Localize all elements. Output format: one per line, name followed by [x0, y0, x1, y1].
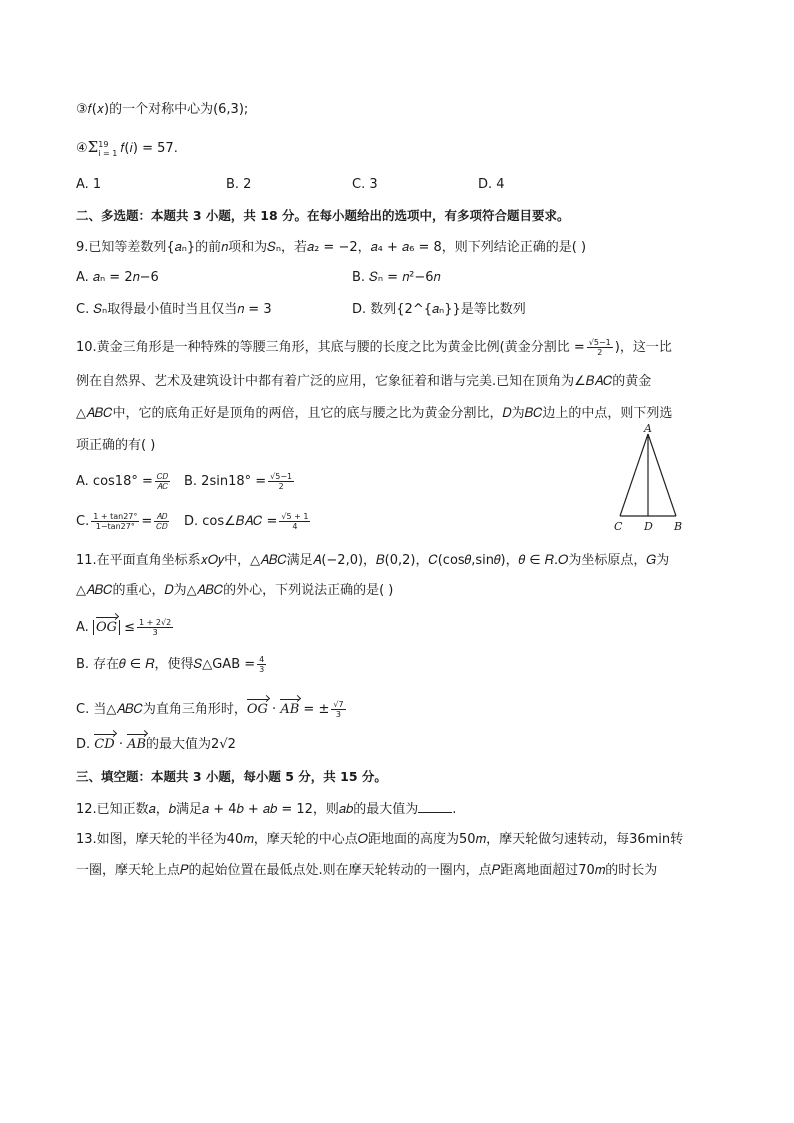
q11-option-a: A. 𝑂𝐺 ≤ $\frac{1 + 2√2}{3}$ — [76, 618, 172, 637]
statement-4: ④Σ 19 i = 1 𝑓(𝑖) = 57. — [76, 138, 178, 158]
q12-stem: 12.已知正数𝑎，𝑏满足𝑎 + 4𝑏 + 𝑎𝑏 = 12，则𝑎𝑏的最大值为 . — [76, 802, 457, 817]
q10-option-a: A. cos18° = $\frac{\text{𝐶𝐷}}{\text{𝐴𝐶}}$ — [76, 472, 169, 491]
side-ac — [620, 434, 648, 516]
q11-option-d: D. 𝐶𝐷 · 𝐴𝐵的最大值为2√2 — [76, 735, 236, 755]
vertex-label-a: A — [644, 422, 652, 435]
q11-stem-line-2: △𝐴𝐵𝐶的重心，𝐷为△𝐴𝐵𝐶的外心，下列说法正确的是( ) — [76, 583, 394, 598]
q9-option-a: A. 𝑎ₙ = 2𝑛−6 — [76, 270, 159, 285]
q13-stem-line-1: 13.如图，摩天轮的半径为40𝑚，摩天轮的中心点𝑂距地面的高度为50𝑚，摩天轮做匀速转动，每36min转 — [76, 832, 684, 847]
section-2-heading: 二、多选题：本题共 3 小题，共 18 分。在每小题给出的选项中，有多项符合题目要求。 — [76, 208, 570, 223]
q9-stem: 9.已知等差数列{𝑎ₙ}的前𝑛项和为𝑆ₙ，若𝑎₂ = −2，𝑎₄ + 𝑎₆ = 8，则下列结论正确的是( ) — [76, 240, 587, 255]
q9-option-d: D. 数列{2^{𝑎ₙ}}是等比数列 — [352, 302, 526, 317]
q10-stem-line-4: 项正确的有( ) — [76, 438, 156, 453]
q10-option-d: D. cos∠𝐵𝐴𝐶 = $\frac{√5 + 1}{4}$ — [184, 512, 309, 531]
q13-stem-line-2: 一圈，摩天轮上点𝑃的起始位置在最低点处.则在摩天轮转动的一圈内，点𝑃距离地面超过70𝑚的时长为 — [76, 863, 658, 878]
q10-option-b: B. 2sin18° = $\frac{√5-1}{2}$ — [184, 472, 293, 491]
q10-option-c: C. $\frac{1 + \tan 27^\circ}{1-\tan 27^\circ}$ = $\frac{\text{𝐴𝐷}}{\text{𝐶𝐷}}$ — [76, 512, 168, 531]
golden-triangle-figure — [608, 422, 698, 534]
q8-option-a: A. 1 — [76, 177, 102, 192]
q8-option-c: C. 3 — [352, 177, 378, 192]
q10-stem-line-2: 例在自然界、艺术及建筑设计中都有着广泛的应用，它象征着和谐与完美.已知在顶角为∠𝐵𝐴𝐶的黄金 — [76, 374, 652, 389]
q11-stem-line-1: 11.在平面直角坐标系𝑥𝑂𝑦中，△𝐴𝐵𝐶满足𝐴(−2,0)，𝐵(0,2)，𝐶(cos𝜃,sin𝜃)，𝜃 ∈ 𝑅.𝑂为坐标原点，𝐺为 — [76, 553, 670, 568]
q9-option-b: B. 𝑆ₙ = 𝑛²−6𝑛 — [352, 270, 441, 285]
q9-option-c: C. 𝑆ₙ取得最小值时当且仅当𝑛 = 3 — [76, 302, 272, 317]
q8-option-d: D. 4 — [478, 177, 505, 192]
golden-ratio-fraction: $\frac{√5-1}{2}$ — [588, 338, 611, 357]
statement-3: ③𝑓(𝑥)的一个对称中心为(6,3); — [76, 102, 249, 117]
q11-option-b: B. 存在𝜃 ∈ 𝑅，使得𝑆△GAB = $\frac{4}{3}$ — [76, 655, 265, 674]
q10-stem-line-3: △𝐴𝐵𝐶中，它的底角正好是顶角的两倍，且它的底与腰之比为黄金分割比，𝐷为𝐵𝐶边上的中点，则下列选 — [76, 406, 673, 421]
vertex-label-d: D — [644, 520, 653, 533]
q10-stem-line-1: 10.黄金三角形是一种特殊的等腰三角形，其底与腰的长度之比为黄金比例(黄金分割比 = $\frac{√5-1}{2}$ )，这一比 — [76, 338, 672, 357]
section-3-heading: 三、填空题：本题共 3 小题，每小题 5 分，共 15 分。 — [76, 769, 387, 784]
vertex-label-c: C — [614, 520, 623, 533]
q8-option-b: B. 2 — [226, 177, 252, 192]
side-ab — [648, 434, 676, 516]
answer-blank[interactable] — [418, 800, 452, 813]
q11-option-c: C. 当△𝐴𝐵𝐶为直角三角形时，𝑂𝐺 · 𝐴𝐵 = ± $\frac{√7}{3}$ — [76, 700, 344, 719]
vertex-label-b: B — [674, 520, 683, 533]
